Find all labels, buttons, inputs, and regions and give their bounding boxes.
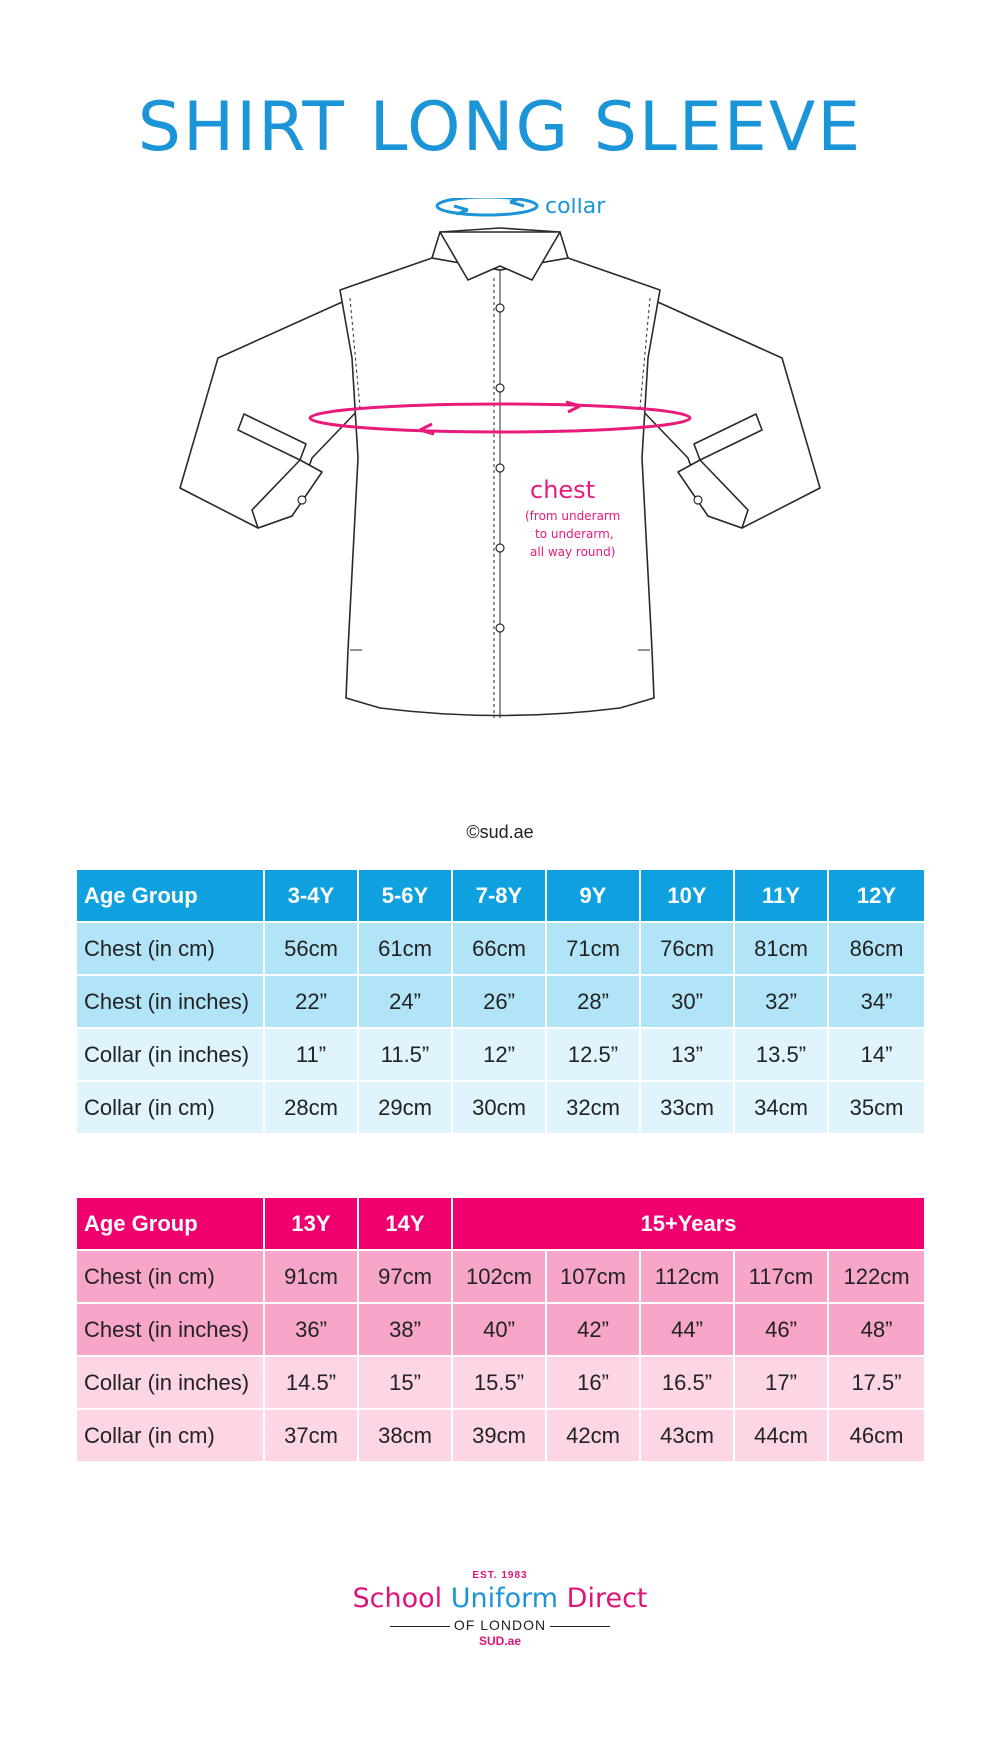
table-cell: 122cm [829, 1251, 924, 1304]
chest-note-2: to underarm, [535, 527, 614, 541]
table-cell: 14.5” [265, 1357, 359, 1410]
table-cell: 61cm [359, 923, 453, 976]
table-cell: 39cm [453, 1410, 547, 1463]
table-row [77, 1029, 924, 1082]
table-cell: 76cm [641, 923, 735, 976]
chest-note-1: (from underarm [525, 509, 621, 523]
table-cell: 32cm [547, 1082, 641, 1135]
table-row [77, 976, 924, 1029]
table-cell: 112cm [641, 1251, 735, 1304]
table-cell: 33cm [641, 1082, 735, 1135]
header-cell: Age Group [77, 870, 265, 923]
table-cell: 36” [265, 1304, 359, 1357]
logo-subline [300, 1616, 700, 1634]
table-cell: 34” [829, 976, 924, 1029]
table-cell: 35cm [829, 1082, 924, 1135]
header-cell: 9Y [547, 870, 641, 923]
row-label: Collar (in inches) [77, 1029, 265, 1082]
header-cell: 14Y [359, 1198, 453, 1251]
table-cell: 38cm [359, 1410, 453, 1463]
table-cell: 12.5” [547, 1029, 641, 1082]
table-cell: 42” [547, 1304, 641, 1357]
table-row [77, 1082, 924, 1135]
table-cell: 56cm [265, 923, 359, 976]
table-cell: 91cm [265, 1251, 359, 1304]
table-cell: 117cm [735, 1251, 829, 1304]
header-cell: 7-8Y [453, 870, 547, 923]
table-row [77, 1251, 924, 1304]
row-label: Chest (in cm) [77, 1251, 265, 1304]
table-row [77, 1357, 924, 1410]
table-cell: 44” [641, 1304, 735, 1357]
table-cell: 40” [453, 1304, 547, 1357]
table-row [77, 923, 924, 976]
table-cell: 13.5” [735, 1029, 829, 1082]
table-cell: 29cm [359, 1082, 453, 1135]
logo-word-school: School [352, 1583, 443, 1614]
size-table-ages-13-plus [77, 1198, 924, 1463]
table-cell: 17.5” [829, 1357, 924, 1410]
header-cell: Age Group [77, 1198, 265, 1251]
table-cell: 46” [735, 1304, 829, 1357]
table-header-row [77, 1198, 924, 1251]
header-cell: 15+Years [453, 1198, 924, 1251]
button [496, 544, 504, 552]
copyright: ©sud.ae [466, 822, 534, 842]
page-title: SHIRT LONG SLEEVE [137, 88, 863, 167]
logo-rule-right [550, 1626, 610, 1627]
table-row [77, 1410, 924, 1463]
row-label: Collar (in inches) [77, 1357, 265, 1410]
table-header-row [77, 870, 924, 923]
logo-rule-left [390, 1626, 450, 1627]
table-cell: 24” [359, 976, 453, 1029]
button [496, 304, 504, 312]
button [496, 464, 504, 472]
header-cell: 11Y [735, 870, 829, 923]
table-cell: 107cm [547, 1251, 641, 1304]
table-cell: 11” [265, 1029, 359, 1082]
table-cell: 17” [735, 1357, 829, 1410]
collar-measure [437, 198, 537, 215]
table-cell: 34cm [735, 1082, 829, 1135]
table-cell: 71cm [547, 923, 641, 976]
table-cell: 102cm [453, 1251, 547, 1304]
table-cell: 48” [829, 1304, 924, 1357]
table-cell: 81cm [735, 923, 829, 976]
table-cell: 46cm [829, 1410, 924, 1463]
table-cell: 42cm [547, 1410, 641, 1463]
header-cell: 10Y [641, 870, 735, 923]
logo-est: EST. 1983 [472, 1570, 528, 1581]
collar-label: collar [545, 198, 606, 219]
table-cell: 13” [641, 1029, 735, 1082]
table-cell: 22” [265, 976, 359, 1029]
brand-logo [300, 1570, 700, 1660]
header-cell: 3-4Y [265, 870, 359, 923]
button [496, 384, 504, 392]
table-cell: 16.5” [641, 1357, 735, 1410]
table-cell: 32” [735, 976, 829, 1029]
table-cell: 38” [359, 1304, 453, 1357]
table-cell: 30” [641, 976, 735, 1029]
logo-wordmark [300, 1582, 700, 1616]
size-table-ages-3-12 [77, 870, 924, 1135]
table-cell: 37cm [265, 1410, 359, 1463]
table-cell: 15.5” [453, 1357, 547, 1410]
header-cell: 5-6Y [359, 870, 453, 923]
logo-word-direct: Direct [566, 1583, 648, 1614]
logo-website: SUD.ae [478, 1634, 522, 1648]
row-label: Chest (in inches) [77, 1304, 265, 1357]
row-label: Collar (in cm) [77, 1410, 265, 1463]
table-cell: 28cm [265, 1082, 359, 1135]
table-cell: 44cm [735, 1410, 829, 1463]
header-cell: 12Y [829, 870, 924, 923]
cuff-button [694, 496, 702, 504]
logo-word-uniform: Uniform [450, 1583, 559, 1614]
row-label: Chest (in cm) [77, 923, 265, 976]
table-cell: 97cm [359, 1251, 453, 1304]
table-cell: 11.5” [359, 1029, 453, 1082]
table-cell: 66cm [453, 923, 547, 976]
table-cell: 28” [547, 976, 641, 1029]
row-label: Collar (in cm) [77, 1082, 265, 1135]
header-cell: 13Y [265, 1198, 359, 1251]
logo-of-london: OF LONDON [453, 1617, 547, 1633]
table-row [77, 1304, 924, 1357]
table-cell: 12” [453, 1029, 547, 1082]
table-cell: 14” [829, 1029, 924, 1082]
button [496, 624, 504, 632]
row-label: Chest (in inches) [77, 976, 265, 1029]
table-cell: 86cm [829, 923, 924, 976]
cuff-button [298, 496, 306, 504]
shirt-diagram [150, 198, 850, 798]
table-cell: 30cm [453, 1082, 547, 1135]
table-cell: 26” [453, 976, 547, 1029]
table-cell: 15” [359, 1357, 453, 1410]
table-cell: 43cm [641, 1410, 735, 1463]
table-cell: 16” [547, 1357, 641, 1410]
chest-label: chest [530, 476, 596, 504]
chest-note-3: all way round) [530, 545, 616, 559]
